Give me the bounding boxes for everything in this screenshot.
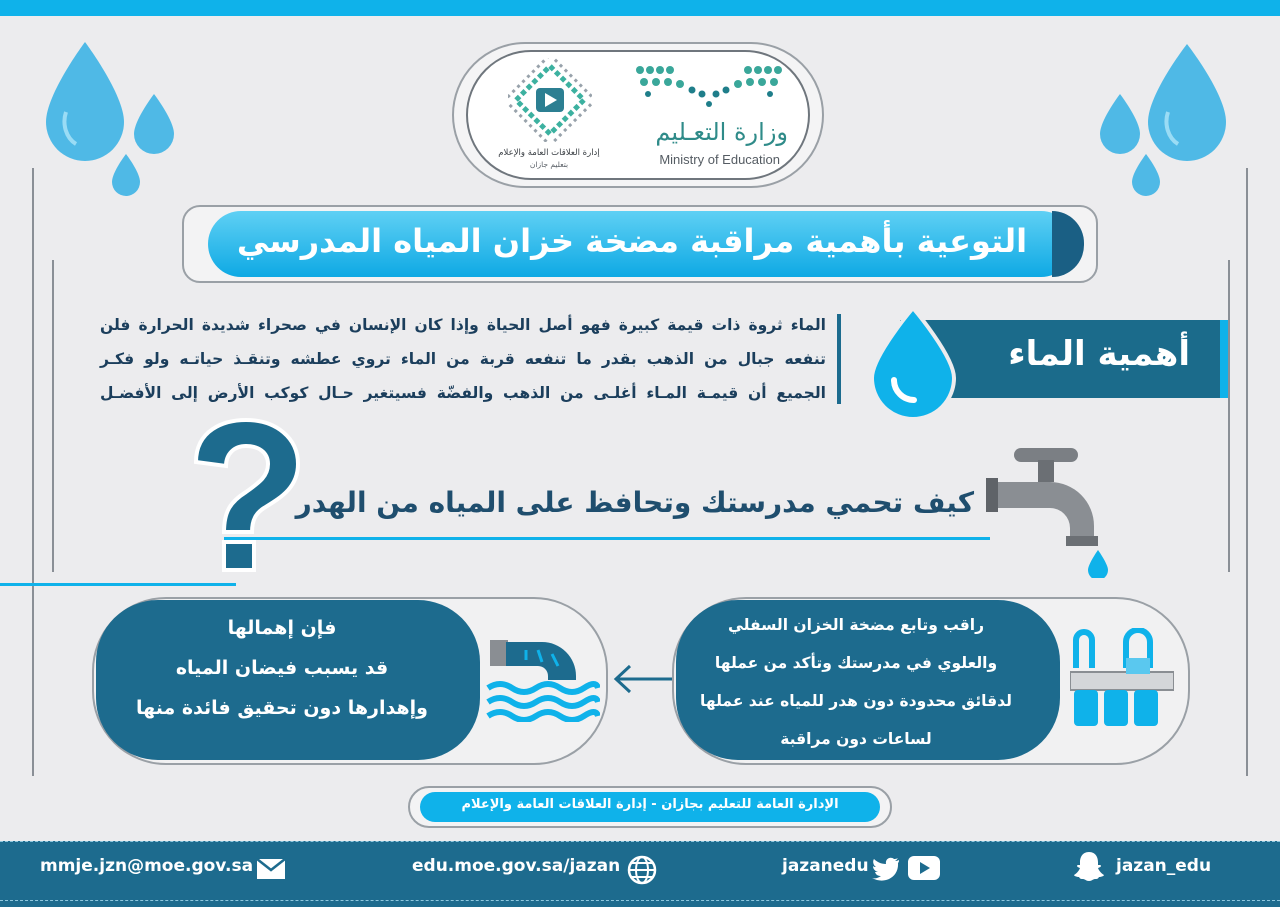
media-department-logo: [508, 58, 592, 146]
tip-line: راقب وتابع مضخة الخزان السفلي: [727, 616, 985, 634]
water-importance-heading: أهمية الماء: [1008, 334, 1190, 374]
website-link[interactable]: edu.moe.gov.sa/jazan: [412, 856, 621, 876]
tip-line: قد يسبب فيضان المياه: [175, 657, 389, 679]
ministry-logo: [634, 62, 784, 116]
intro-line: تنفعه جبال من الذهب بقدر ما تنفعه قربة من الماء تروي عطشه وتنقـذ حياتـه ولو فكـر: [100, 350, 826, 368]
department-name: إدارة العلاقات العامة والإعلام: [498, 148, 600, 158]
tip-line: فإن إهمالها: [227, 617, 337, 639]
intro-line: الماء ثروة ذات قيمة كبيرة فهو أصل الحياة وإذا كان الإنسان في صحراء شديدة الحرارة فلن: [100, 316, 826, 334]
left-inner-line: [52, 260, 54, 572]
water-drop-icon: [870, 308, 956, 418]
snapchat-handle[interactable]: jazan_edu: [1116, 856, 1212, 876]
tip-monitor-text: [680, 606, 1032, 758]
email-link[interactable]: mmje.jzn@moe.gov.sa: [40, 856, 254, 876]
right-inner-line: [1228, 260, 1230, 572]
water-drop-icon: [1100, 94, 1140, 154]
footer-label: الإدارة العامة للتعليم بجازان - إدارة العلاقات العامة والإعلام: [461, 797, 839, 812]
right-border-line: [1246, 168, 1248, 776]
ministry-name-english: Ministry of Education: [659, 152, 780, 167]
tip-overflow-text: [104, 608, 460, 728]
intro-line: الجميع أن قيمـة المـاء أغلـى من الذهب والفضّة فسيتغير حـال كوكب الأرض إلى الأفضـل: [100, 384, 826, 402]
intro-divider: [837, 314, 841, 404]
snapchat-icon: [1072, 850, 1106, 888]
water-drop-icon: [46, 42, 124, 164]
question-connector-line: [0, 583, 236, 586]
page-title: التوعية بأهمية مراقبة مضخة خزان المياه المدرسي: [236, 222, 1028, 260]
tip-line: وإهدارها دون تحقيق فائدة منها: [136, 697, 428, 719]
mail-icon: [256, 858, 286, 884]
twitter-handle[interactable]: jazanedu: [782, 856, 869, 876]
faucet-icon: [986, 442, 1116, 582]
top-accent-bar: [0, 0, 1280, 16]
water-importance-text: [100, 308, 826, 410]
question-heading: كيف تحمي مدرستك وتحافظ على المياه من الهدر: [295, 486, 974, 519]
water-drop-icon: [1132, 154, 1160, 196]
tip-line: لدقائق محدودة دون هدر للمياه عند عملها: [700, 692, 1012, 710]
banner-edge: [1220, 320, 1228, 398]
left-border-line: [32, 168, 34, 776]
question-underline: [224, 537, 990, 540]
youtube-icon: [908, 856, 940, 884]
question-mark-icon: [184, 416, 304, 580]
pipe-overflow-icon: [486, 630, 600, 726]
water-filter-icon: [1070, 628, 1174, 732]
department-subtitle: بتعليم جازان: [529, 160, 569, 169]
water-drop-icon: [134, 94, 174, 154]
water-drop-icon: [112, 154, 140, 196]
tip-line: لساعات دون مراقبة: [780, 730, 932, 748]
tip-line: والعلوي في مدرستك وتأكد من عملها: [714, 654, 998, 672]
twitter-icon: [872, 857, 900, 885]
globe-icon: [627, 855, 657, 889]
arrow-left-icon: [612, 664, 674, 698]
water-drop-icon: [1148, 44, 1226, 162]
ministry-name-arabic: وزارة التعـليم: [655, 118, 788, 146]
